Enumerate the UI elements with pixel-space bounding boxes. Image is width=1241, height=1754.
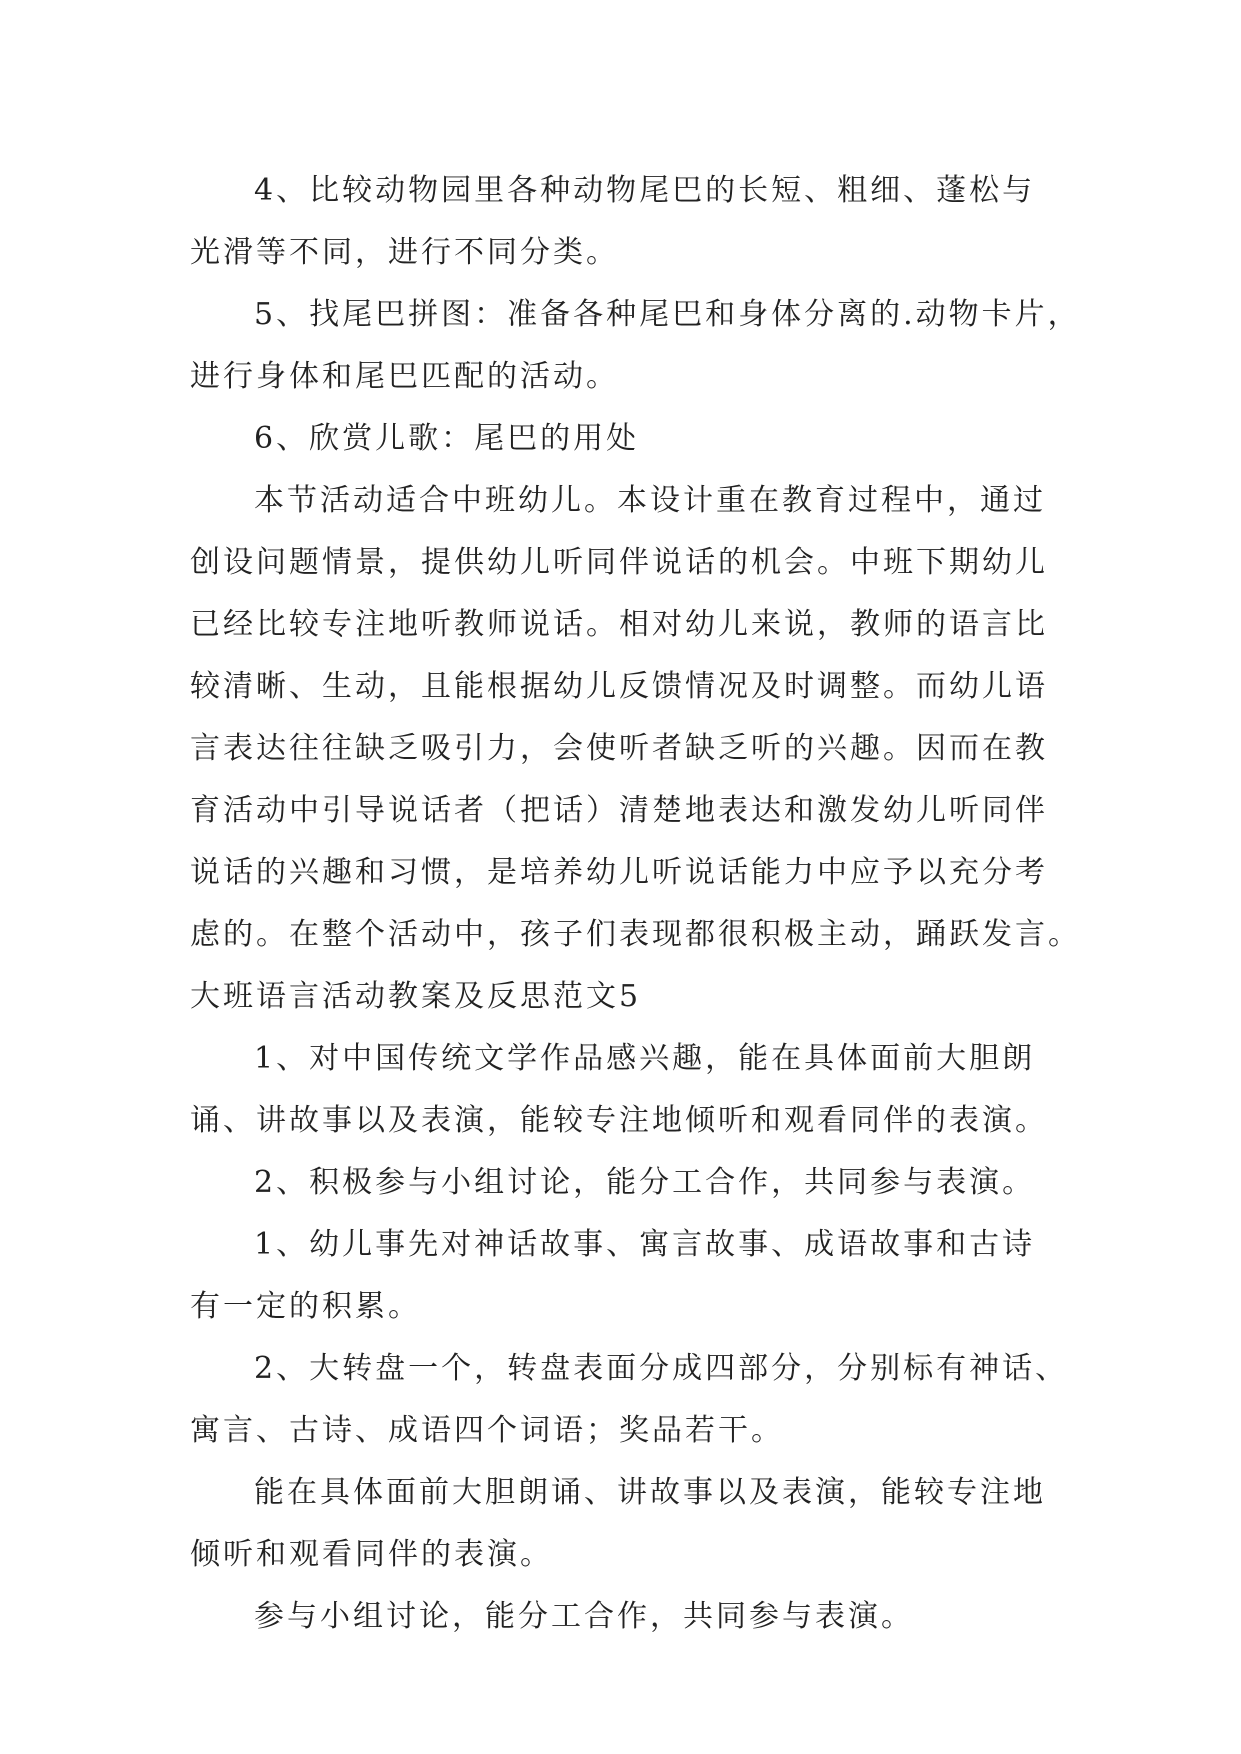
text-line: 创设问题情景，提供幼儿听同伴说话的机会。中班下期幼儿	[190, 545, 1048, 580]
text-line: 5、找尾巴拼图：准备各种尾巴和身体分离的.动物卡片，	[254, 297, 1081, 332]
text-line: 参与小组讨论，能分工合作，共同参与表演。	[254, 1599, 914, 1634]
document-body	[190, 160, 1081, 1648]
text-line: 较清晰、生动，且能根据幼儿反馈情况及时调整。而幼儿语	[190, 669, 1048, 704]
text-line: 能在具体面前大胆朗诵、讲故事以及表演，能较专注地	[254, 1475, 1046, 1510]
text-line: 1、对中国传统文学作品感兴趣，能在具体面前大胆朗	[254, 1041, 1036, 1076]
text-line: 诵、讲故事以及表演，能较专注地倾听和观看同伴的表演。	[190, 1103, 1048, 1138]
text-line: 4、比较动物园里各种动物尾巴的长短、粗细、蓬松与	[254, 173, 1036, 208]
text-line: 进行身体和尾巴匹配的活动。	[190, 359, 619, 394]
text-line: 6、欣赏儿歌：尾巴的用处	[254, 421, 640, 456]
text-line: 说话的兴趣和习惯，是培养幼儿听说话能力中应予以充分考	[190, 855, 1048, 890]
text-line: 寓言、古诗、成语四个词语；奖品若干。	[190, 1413, 784, 1448]
text-line: 已经比较专注地听教师说话。相对幼儿来说，教师的语言比	[190, 607, 1048, 642]
text-line: 本节活动适合中班幼儿。本设计重在教育过程中，通过	[254, 483, 1046, 518]
text-line: 育活动中引导说话者（把话）清楚地表达和激发幼儿听同伴	[190, 793, 1048, 828]
text-line: 言表达往往缺乏吸引力，会使听者缺乏听的兴趣。因而在教	[190, 731, 1048, 766]
text-line: 有一定的积累。	[190, 1289, 421, 1324]
section-heading: 大班语言活动教案及反思范文5	[190, 979, 642, 1014]
text-line: 虑的。在整个活动中，孩子们表现都很积极主动，踊跃发言。	[190, 917, 1081, 952]
text-line: 倾听和观看同伴的表演。	[190, 1537, 553, 1572]
text-line: 1、幼儿事先对神话故事、寓言故事、成语故事和古诗	[254, 1227, 1036, 1262]
text-line: 2、积极参与小组讨论，能分工合作，共同参与表演。	[254, 1165, 1036, 1200]
text-line: 光滑等不同，进行不同分类。	[190, 235, 619, 270]
text-line: 2、大转盘一个，转盘表面分成四部分，分别标有神话、	[254, 1351, 1069, 1386]
